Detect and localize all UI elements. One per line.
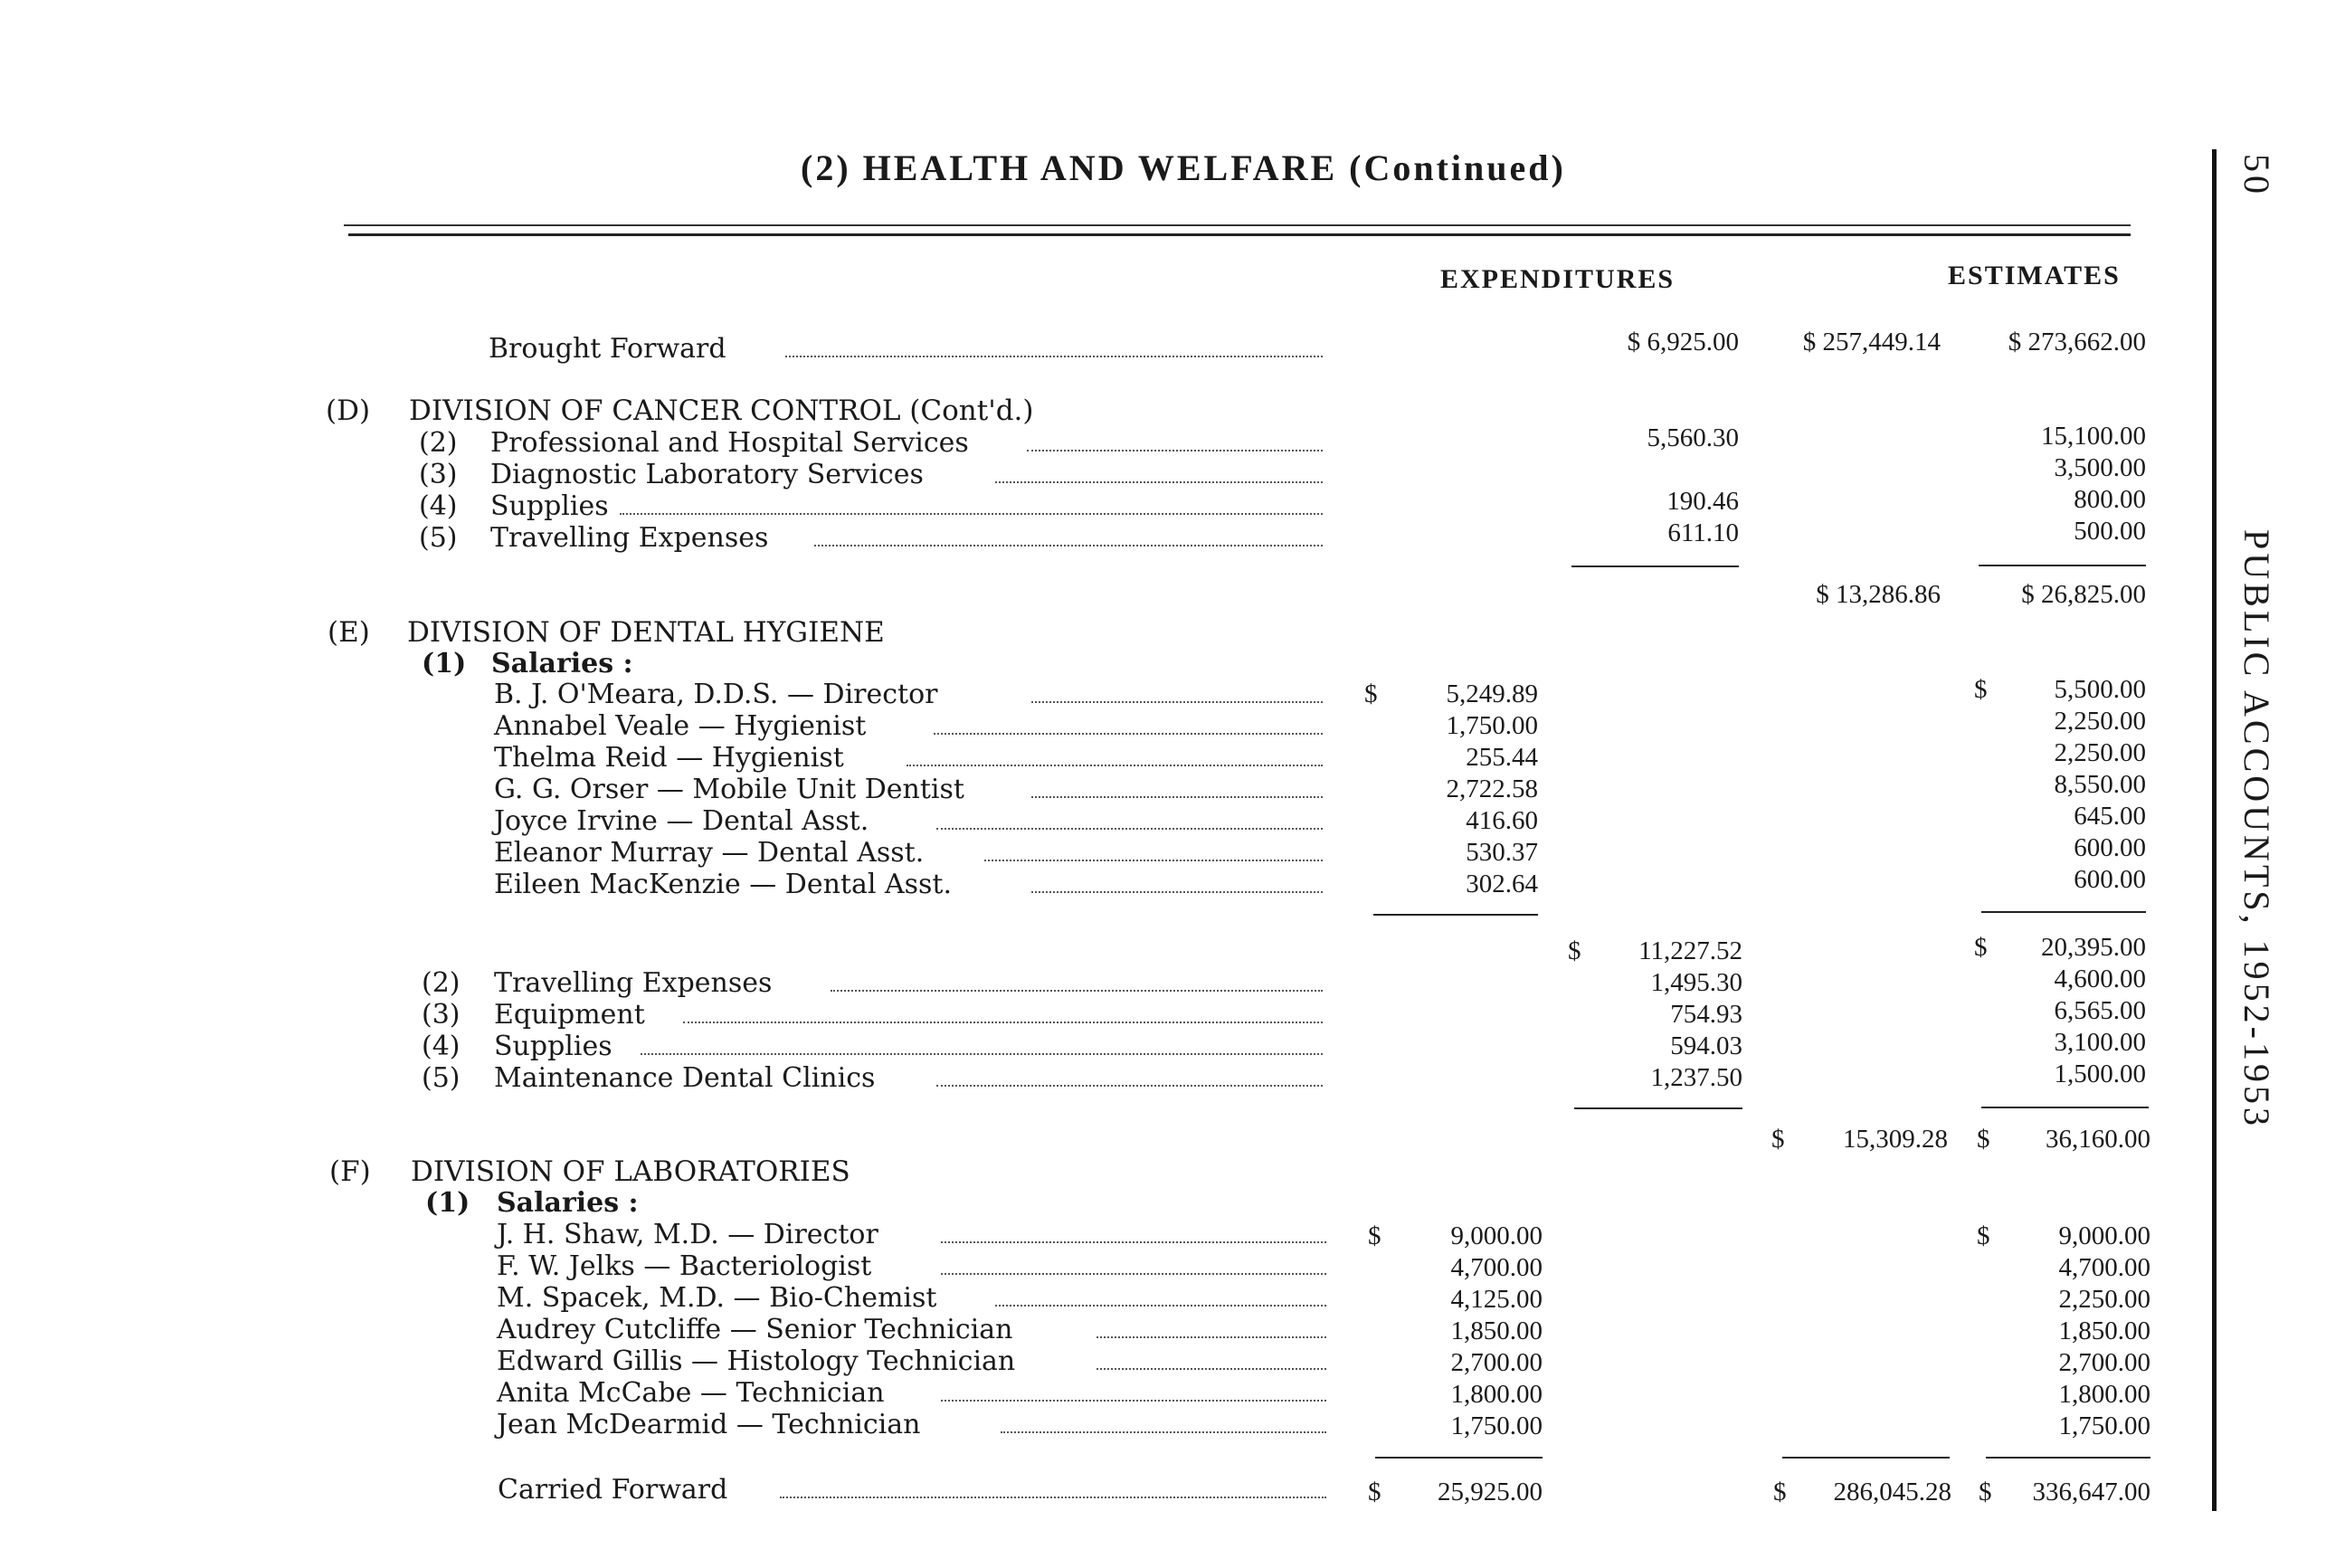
leader-dots — [936, 828, 1323, 830]
item-col4: 800.00 — [2074, 485, 2146, 514]
salaries-label: Salaries : — [497, 1187, 639, 1219]
staff-label: B. J. O'Meara, D.D.S. — Director — [494, 679, 938, 710]
item-col4: 3,100.00 — [2054, 1028, 2146, 1057]
title-rule-top — [344, 224, 2131, 226]
staff-label: Anita McCabe — Technician — [497, 1377, 885, 1409]
section-e-letter: (E) — [328, 616, 370, 649]
brought-forward-label: Brought Forward — [489, 333, 726, 365]
item-col2: 754.93 — [1670, 1000, 1742, 1029]
dollar-sign: $ — [1368, 1221, 1381, 1250]
leader-dots — [1027, 450, 1323, 451]
leader-dots — [1031, 796, 1323, 798]
item-number: (4) — [422, 1031, 460, 1062]
staff-col4: 645.00 — [2074, 802, 2146, 831]
item-col2: 1,495.30 — [1650, 968, 1742, 997]
leader-dots — [936, 1085, 1323, 1087]
staff-label: Audrey Cutcliffe — Senior Technician — [497, 1314, 1013, 1345]
leader-dots — [780, 1497, 1326, 1498]
staff-col4: 1,750.00 — [2058, 1411, 2150, 1440]
carried-forward-col1: 25,925.00 — [1438, 1478, 1543, 1506]
dollar-sign: $ — [1974, 933, 1988, 962]
staff-col4: 1,850.00 — [2058, 1316, 2150, 1345]
section-d-total-col4: $ 26,825.00 — [2021, 580, 2146, 609]
staff-col1: 1,750.00 — [1446, 711, 1538, 740]
salaries-number: (1) — [425, 1187, 470, 1219]
staff-col1: 1,750.00 — [1450, 1411, 1543, 1440]
item-label: Maintenance Dental Clinics — [494, 1062, 876, 1094]
item-col4: 15,100.00 — [2041, 422, 2146, 451]
brought-forward-col4: $ 273,662.00 — [2008, 328, 2146, 356]
leader-dots — [995, 1305, 1326, 1307]
dollar-sign: $ — [1771, 1125, 1785, 1154]
subtotal-rule — [1981, 911, 2146, 913]
title-rule-bottom — [348, 233, 2131, 236]
item-col4: 4,600.00 — [2054, 965, 2146, 993]
section-e-total-col4: 36,160.00 — [2046, 1125, 2150, 1154]
staff-label: F. W. Jelks — Bacteriologist — [497, 1250, 872, 1282]
staff-col4: 1,800.00 — [2058, 1380, 2150, 1409]
staff-label: Thelma Reid — Hygienist — [494, 742, 844, 774]
leader-dots — [941, 1273, 1326, 1275]
subtotal-rule — [1782, 1457, 1950, 1459]
item-label: Professional and Hospital Services — [490, 427, 969, 459]
item-col2: 594.03 — [1670, 1031, 1742, 1060]
section-d-letter: (D) — [326, 394, 371, 427]
item-col4: 1,500.00 — [2054, 1060, 2146, 1088]
dollar-sign: $ — [1979, 1478, 1992, 1506]
column-header-expenditures: EXPENDITURES — [1440, 264, 1676, 294]
subtotal-rule — [1571, 565, 1739, 567]
staff-col1: 5,249.89 — [1446, 679, 1538, 708]
staff-col1: 2,700.00 — [1450, 1348, 1543, 1377]
brought-forward-col2: $ 6,925.00 — [1627, 328, 1739, 356]
section-e-title: DIVISION OF DENTAL HYGIENE — [407, 616, 885, 649]
leader-dots — [683, 1022, 1323, 1023]
item-label: Diagnostic Laboratory Services — [490, 459, 924, 490]
leader-dots — [1097, 1336, 1326, 1338]
subtotal-rule — [1981, 1107, 2149, 1108]
salaries-total-col2: 11,227.52 — [1638, 936, 1742, 965]
dollar-sign: $ — [1977, 1125, 1990, 1154]
staff-col4: 600.00 — [2074, 865, 2146, 894]
section-d-total-col3: $ 13,286.86 — [1816, 580, 1941, 609]
staff-label: G. G. Orser — Mobile Unit Dentist — [494, 774, 964, 805]
leader-dots — [907, 765, 1323, 766]
staff-col4: 2,250.00 — [2058, 1285, 2150, 1314]
item-label: Supplies — [494, 1031, 612, 1062]
staff-col4: 5,500.00 — [2054, 675, 2146, 704]
leader-dots — [785, 356, 1323, 357]
item-number: (3) — [422, 999, 460, 1031]
subtotal-rule — [1986, 1457, 2150, 1459]
staff-label: Edward Gillis — Histology Technician — [497, 1345, 1016, 1377]
subtotal-rule — [1375, 1457, 1543, 1459]
subtotal-rule — [1979, 565, 2146, 566]
staff-label: J. H. Shaw, M.D. — Director — [497, 1219, 878, 1250]
staff-label: Eileen MacKenzie — Dental Asst. — [494, 869, 953, 900]
leader-dots — [941, 1241, 1326, 1243]
item-label: Travelling Expenses — [490, 522, 769, 554]
staff-label: Jean McDearmid — Technician — [497, 1409, 921, 1440]
salaries-total-col4: 20,395.00 — [2041, 933, 2146, 962]
item-col4: 3,500.00 — [2054, 453, 2146, 482]
staff-col1: 2,722.58 — [1446, 774, 1538, 803]
dollar-sign: $ — [1568, 936, 1581, 965]
item-number: (5) — [422, 1062, 460, 1094]
staff-label: Annabel Veale — Hygienist — [494, 710, 867, 742]
section-f-title: DIVISION OF LABORATORIES — [411, 1155, 850, 1188]
staff-col4: 2,250.00 — [2054, 707, 2146, 736]
staff-col1: 302.64 — [1466, 870, 1538, 898]
dollar-sign: $ — [1977, 1221, 1990, 1250]
item-col2: 5,560.30 — [1647, 423, 1739, 452]
carried-forward-col4: 336,647.00 — [2032, 1478, 2150, 1506]
staff-col4: 4,700.00 — [2058, 1253, 2150, 1282]
staff-col4: 8,550.00 — [2054, 770, 2146, 799]
staff-col1: 255.44 — [1466, 743, 1538, 772]
staff-col4: 2,700.00 — [2058, 1348, 2150, 1377]
salaries-label: Salaries : — [491, 648, 633, 679]
section-f-letter: (F) — [329, 1155, 371, 1188]
staff-col1: 1,850.00 — [1450, 1316, 1543, 1345]
leader-dots — [934, 733, 1323, 735]
item-number: (3) — [419, 459, 458, 490]
leader-dots — [1001, 1431, 1326, 1433]
section-e-total-col3: 15,309.28 — [1843, 1125, 1948, 1154]
subtotal-rule — [1574, 1107, 1742, 1109]
page-title: (2) HEALTH AND WELFARE (Continued) — [801, 147, 1566, 188]
carried-forward-label: Carried Forward — [498, 1474, 728, 1506]
staff-label: M. Spacek, M.D. — Bio-Chemist — [497, 1282, 937, 1314]
staff-col4: 2,250.00 — [2054, 738, 2146, 767]
staff-col1: 416.60 — [1466, 806, 1538, 835]
staff-col4: 600.00 — [2074, 833, 2146, 862]
item-number: (4) — [419, 490, 458, 522]
subtotal-rule — [1373, 914, 1538, 916]
item-label: Travelling Expenses — [494, 967, 773, 999]
leader-dots — [1031, 891, 1323, 893]
leader-dots — [1097, 1368, 1326, 1370]
item-col2: 1,237.50 — [1650, 1063, 1742, 1092]
staff-col1: 530.37 — [1466, 838, 1538, 867]
column-header-estimates: ESTIMATES — [1948, 261, 2121, 290]
dollar-sign: $ — [1773, 1478, 1787, 1506]
staff-col1: 4,700.00 — [1450, 1253, 1543, 1282]
item-label: Supplies — [490, 490, 609, 522]
section-d-title: DIVISION OF CANCER CONTROL (Cont'd.) — [409, 394, 1034, 427]
item-number: (2) — [419, 427, 458, 459]
brought-forward-col3: $ 257,449.14 — [1802, 328, 1941, 356]
margin-rule — [2212, 149, 2217, 1511]
leader-dots — [1031, 701, 1323, 703]
leader-dots — [620, 513, 1323, 515]
item-col2: 190.46 — [1666, 487, 1739, 516]
leader-dots — [941, 1400, 1326, 1402]
staff-col1: 4,125.00 — [1450, 1285, 1543, 1314]
staff-col1: 9,000.00 — [1450, 1221, 1543, 1250]
staff-col1: 1,800.00 — [1450, 1380, 1543, 1409]
page-number: 50 — [2236, 154, 2277, 197]
dollar-sign: $ — [1974, 675, 1988, 704]
item-label: Equipment — [494, 999, 645, 1031]
item-number: (2) — [422, 967, 460, 999]
item-number: (5) — [419, 522, 458, 554]
dollar-sign: $ — [1368, 1478, 1381, 1506]
salaries-number: (1) — [422, 648, 467, 679]
dollar-sign: $ — [1364, 679, 1378, 708]
staff-label: Joyce Irvine — Dental Asst. — [494, 805, 869, 837]
leader-dots — [814, 545, 1323, 546]
item-col2: 611.10 — [1667, 518, 1739, 547]
item-col4: 6,565.00 — [2054, 996, 2146, 1025]
leader-dots — [984, 860, 1323, 861]
carried-forward-col3: 286,045.28 — [1833, 1478, 1951, 1506]
item-col4: 500.00 — [2074, 517, 2146, 546]
running-title: PUBLIC ACCOUNTS, 1952-1953 — [2236, 529, 2277, 1129]
staff-label: Eleanor Murray — Dental Asst. — [494, 837, 925, 869]
staff-col4: 9,000.00 — [2058, 1221, 2150, 1250]
leader-dots — [641, 1053, 1323, 1055]
leader-dots — [995, 481, 1323, 483]
leader-dots — [831, 990, 1323, 992]
